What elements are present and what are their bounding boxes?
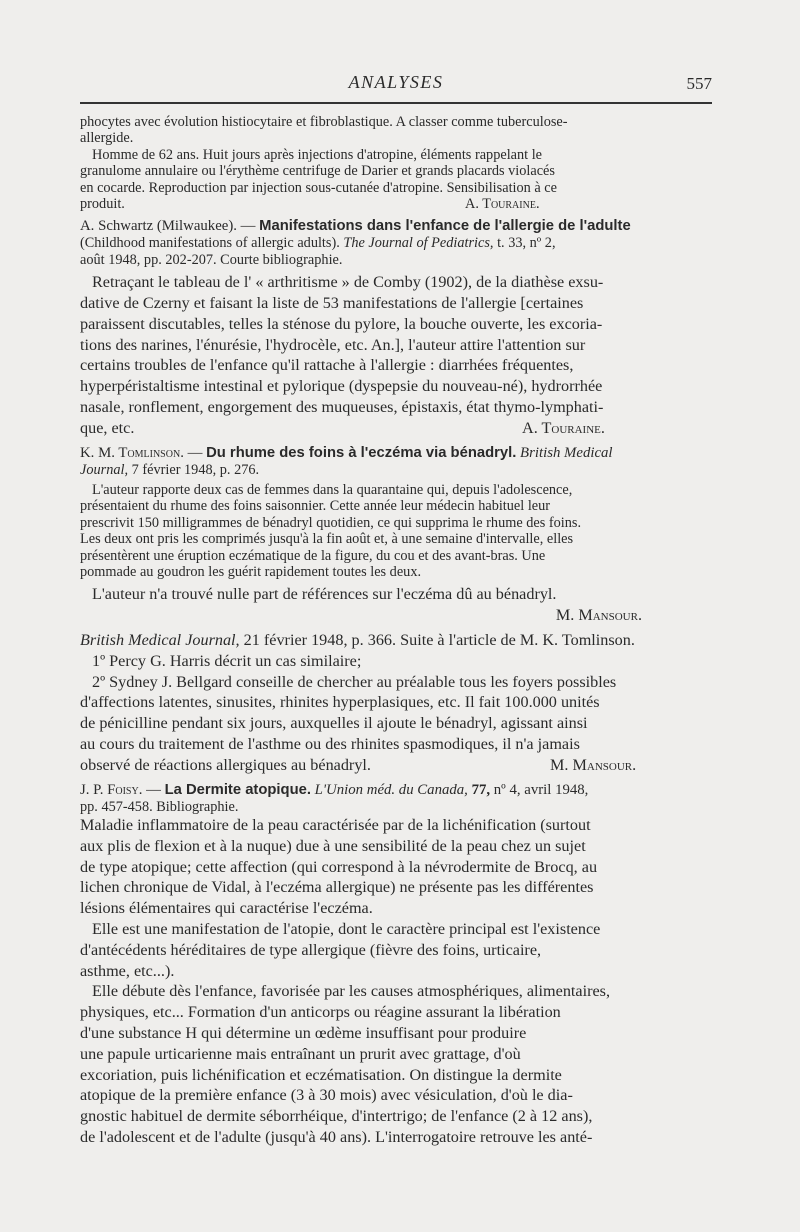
text-line: de pénicilline pendant six jours, auxquelles il ajoute le bénadryl, agissant ainsi: [80, 714, 588, 733]
text-line: tions des narines, l'énurésie, l'hydrocèle, etc. An.], l'auteur attire l'attention sur: [80, 335, 586, 354]
running-header: [80, 70, 712, 102]
last-line-with-signature: [80, 196, 710, 212]
text-line: Retraçant le tableau de l' « arthritisme » de Comby (1902), de la diathèse exsu-: [92, 273, 604, 292]
reference-text: pp. 457-458. Bibliographie.: [80, 798, 239, 815]
text-line: dative de Czerny et faisant la liste de 53 manifestations de l'allergie [certaines: [80, 294, 584, 313]
text-line: Les deux ont pris les comprimés jusqu'à la fin août et, à une semaine d'intervalle, elles: [80, 531, 574, 548]
review-tomlinson: [80, 445, 710, 626]
section-title: ANALYSES: [348, 72, 444, 92]
page-number: 557: [686, 74, 712, 93]
text-line: de l'adolescent et de l'adulte (jusqu'à 40 ans). L'interrogatoire retrouve les anté-: [80, 1128, 593, 1146]
last-line-with-signature: [80, 418, 710, 439]
reference-text: nº 4, avril 1948,: [490, 781, 589, 798]
text-line: lésions élémentaires qui caractérise l'eczéma.: [80, 899, 373, 918]
reference-text: 7 février 1948, p. 276.: [128, 461, 260, 478]
article-citation: [80, 782, 710, 799]
last-line-with-signature: [80, 755, 710, 776]
article-author: K. M. Tomlinson. —: [80, 444, 207, 461]
text-line: L'auteur n'a trouvé nulle part de références sur l'eczéma dû au bénadryl.: [92, 585, 557, 604]
page-content: [80, 114, 710, 1148]
review-foisy: [80, 782, 710, 1148]
text-line: 1º Percy G. Harris décrit un cas similaire;: [92, 651, 362, 670]
text-line: d'une substance H qui détermine un œdème insuffisant pour produire: [80, 1024, 527, 1043]
text-line: hyperpéristaltisme intestinal et pylorique (dyspepsie du nouveau-né), hydrorrhée: [80, 377, 603, 396]
journal-name: Journal,: [80, 461, 129, 478]
text-line: phocytes avec évolution histiocytaire et fibroblastique. A classer comme tuberculose-: [80, 114, 568, 130]
article-reference: [80, 462, 710, 478]
article-title: Manifestations dans l'enfance de l'allergie de l'adulte: [259, 218, 631, 235]
text-line: asthme, etc...).: [80, 961, 175, 980]
reviewer-signature: A. Touraine.: [522, 418, 605, 437]
journal-name: British Medical: [516, 444, 613, 461]
text-line: de type atopique; cette affection (qui correspond à la névrodermite de Brocq, au: [80, 857, 598, 876]
text-line: allergide.: [80, 130, 134, 147]
article-author: J. P. Foisy. —: [80, 781, 165, 798]
text-line: présentèrent une éruption eczématique de la figure, du cou et des avant-bras. Une: [80, 547, 546, 564]
text-line: gnostic habituel de dermite séborrhéique, d'intertrigo; de l'enfance (2 à 12 ans),: [80, 1107, 593, 1126]
text-line: L'auteur rapporte deux cas de femmes dans la quarantaine qui, depuis l'adolescence,: [92, 482, 573, 499]
article-body: [80, 272, 710, 438]
text-line: granulome annulaire ou l'érythème centrifuge de Darier et grands placards violacés: [80, 163, 555, 180]
text-line: paraissent discutables, telles la sténose du pylore, la bouche ouverte, les excoria-: [80, 314, 603, 333]
text-line: que, etc.: [80, 418, 135, 437]
reviewer-signature: A. Touraine.: [465, 196, 540, 213]
text-line: Elle est une manifestation de l'atopie, dont le caractère principal est l'existence: [92, 920, 601, 939]
signature-text: M. Mansour.: [555, 606, 642, 625]
text-line: d'antécédents héréditaires de type allergique (fièvre des foins, urticaire,: [80, 940, 542, 959]
text-line: Maladie inflammatoire de la peau caractérisée par de la lichénification (surtout: [80, 816, 591, 835]
text-line: au cours du traitement de l'asthme ou des rhinites spasmodiques, il n'a jamais: [80, 735, 580, 754]
text-line: certains troubles de l'enfance qu'il rattache à l'allergie : diarrhées fréquentes,: [80, 356, 574, 375]
text-line: une papule urticarienne mais entraînant un prurit avec grattage, d'où: [80, 1044, 521, 1063]
reference-text: t. 33, nº 2,: [493, 235, 556, 252]
article-citation: [80, 218, 710, 235]
text-line: d'affections latentes, sinusites, rhinites hyperplasiques, etc. Il fait 100.000 unités: [80, 693, 600, 712]
text-line: nasale, ronflement, engorgement des muqueuses, épistaxis, état thymo-lymphati-: [80, 398, 604, 417]
article-reference: [80, 235, 710, 251]
text-line: 2º Sydney J. Bellgard conseille de chercher au préalable tous les foyers possibles: [92, 672, 617, 691]
text-line: physiques, etc... Formation d'un anticorps ou réagine assurant la libération: [80, 1003, 561, 1022]
article-citation: [80, 445, 710, 462]
review-bmj-followup: [80, 630, 710, 776]
review-schwartz: [80, 218, 710, 438]
journal-name: The Journal of Pediatrics,: [343, 235, 494, 252]
article-author: A. Schwartz (Milwaukee). —: [80, 218, 260, 235]
text-line: aux plis de flexion et à la nuque) due à une sensibilité de la peau chez un sujet: [80, 836, 586, 855]
article-title: Du rhume des foins à l'eczéma via bénadryl.: [206, 444, 517, 461]
reviewer-signature: M. Mansour.: [550, 755, 637, 774]
text-line: Homme de 62 ans. Huit jours après injections d'atropine, éléments rappelant le: [92, 146, 543, 163]
text-line: en cocarde. Reproduction par injection sous-cutanée d'atropine. Sensibilisation à ce: [80, 179, 557, 196]
reference-text: 21 février 1948, p. 366. Suite à l'article de M. K. Tomlinson.: [239, 631, 635, 650]
text-line: pommade au goudron les guérit rapidement toutes les deux.: [80, 564, 422, 581]
text-line: présentaient du rhume des foins saisonnier. Cette année leur médecin habituel leur: [80, 498, 551, 515]
text-line: produit.: [80, 196, 125, 213]
journal-name: British Medical Journal,: [80, 631, 240, 650]
text-line: atopique de la première enfance (3 à 30 mois) avec vésiculation, d'où le dia-: [80, 1086, 573, 1105]
text-line: observé de réactions allergiques au bénadryl.: [80, 755, 371, 774]
article-body: [80, 815, 710, 1148]
article-body: [80, 482, 710, 626]
article-reference: [80, 630, 710, 651]
reference-text: (Childhood manifestations of allergic adults).: [80, 235, 344, 252]
text-line: excoriation, puis lichénification et eczématisation. On distingue la dermite: [80, 1065, 562, 1084]
text-line: prescrivit 150 milligrammes de bénadryl quotidien, ce qui supprima le rhume des foins.: [80, 514, 582, 531]
text-line: Elle débute dès l'enfance, favorisée par les causes atmosphériques, alimentaires,: [92, 982, 611, 1001]
volume-number: 77,: [467, 781, 491, 798]
text-line: lichen chronique de Vidal, à l'eczéma allergique) ne présente pas les différentes: [80, 878, 594, 897]
previous-review: [80, 114, 710, 212]
reviewer-signature: [80, 605, 710, 626]
reference-text: août 1948, pp. 202-207. Courte bibliographie.: [80, 251, 343, 268]
journal-name: L'Union méd. du Canada,: [310, 781, 468, 798]
header-rule: [80, 102, 712, 104]
article-title: La Dermite atopique.: [164, 781, 311, 798]
